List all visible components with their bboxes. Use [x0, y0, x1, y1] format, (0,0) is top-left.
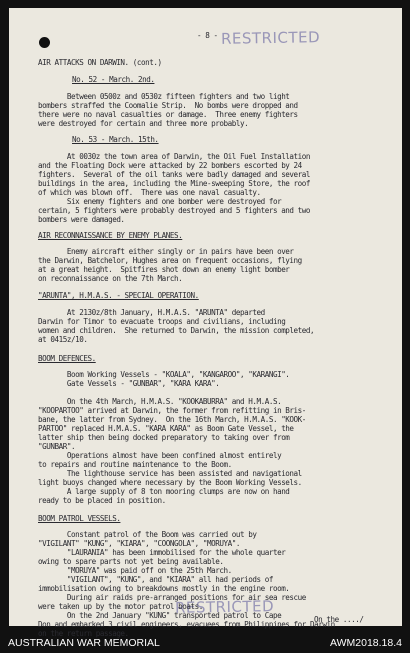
text-line: on the return passage. — [38, 629, 129, 638]
section-no53-heading: No. 53 - March. 15th. — [72, 135, 159, 144]
footer-bar — [0, 633, 410, 653]
text-line: immobilisation owing to breakdowns mostly in the engine room. — [38, 584, 290, 593]
section-boom-heading: BOOM DEFENCES. — [38, 354, 96, 363]
page-number: - 8 - — [197, 31, 218, 40]
text-line: Gate Vessels - "GUNBAR", "KARA KARA". — [38, 379, 220, 388]
text-line: On the 4th March, H.M.A.S. "KOOKABURRA" and H.M.A.S. — [38, 397, 282, 406]
section-recon-heading: AIR RECONNAISSANCE BY ENEMY PLANES. — [38, 231, 183, 240]
text-line: buildings in the area, including the Mine-sweeping Store, the roof — [38, 179, 311, 188]
text-line: ready to be placed in position. — [38, 496, 166, 505]
text-line: Between 0500z and 0530z fifteen fighters and two light — [38, 92, 290, 101]
text-line: Boom Working Vessels - "KOALA", "KANGAROO", "KARANGI". — [38, 370, 290, 379]
text-line: At 2130z/8th January, H.M.A.S. "ARUNTA" departed — [38, 308, 265, 317]
text-line: owing to spare parts not yet being available. — [38, 557, 224, 566]
text-line: at 0415z/10. — [38, 335, 88, 344]
text-line: PARTOO" replaced H.M.A.S. "KARA KARA" as Boom Gate Vessel, the — [38, 424, 294, 433]
text-line: and the Floating Dock were attacked by 22 bombers escorted by 24 — [38, 161, 302, 170]
text-line: at a great height. Spitfires shot down an enemy light bomber — [38, 265, 290, 274]
text-line: fighters. Several of the oil tanks were badly damaged and several — [38, 170, 311, 179]
text-line: the Darwin, Batchelor, Hughes area on frequent occasions, flying — [38, 256, 302, 265]
text-line: Operations almost have been confined almost entirely — [38, 451, 282, 460]
text-line: were taken up by the motor patrol boats. — [38, 602, 203, 611]
document-title: AIR ATTACKS ON DARWIN. (cont.) — [38, 58, 162, 67]
text-line: latter ship then being docked preparatory to taking over from — [38, 433, 290, 442]
footer-accession-number: AWM2018.18.4 — [330, 637, 402, 649]
text-line: there were no naval casualties or damage. Three enemy fighters — [38, 110, 298, 119]
text-line: of which was blown off. There was one naval casualty. — [38, 188, 261, 197]
text-line: A large supply of 8 ton mooring clumps are now on hand — [38, 487, 290, 496]
text-line: The lighthouse service has been assisted and navigational — [38, 469, 302, 478]
text-line: During air raids pre-arranged positions for air sea rescue — [38, 593, 306, 602]
text-line: light buoys changed where necessary by the Boom Working Vessels. — [38, 478, 302, 487]
restricted-stamp-top: RESTRICTED — [220, 28, 321, 48]
section-patrol-heading: BOOM PATROL VESSELS. — [38, 514, 121, 523]
continued-note: On the ..../ — [314, 615, 364, 624]
text-line: bombers were damaged. — [38, 215, 125, 224]
restricted-stamp-bottom: RESTRICTED — [174, 597, 275, 617]
text-line: On the 2nd January "KUNG" transported patrol to Cape — [38, 611, 282, 620]
text-line: Enemy aircraft either singly or in pairs have been over — [38, 247, 294, 256]
text-line: "LAURANIA" has been immobilised for the whole quarter — [38, 548, 286, 557]
text-line: At 0030z the town area of Darwin, the Oil Fuel Installation — [38, 152, 311, 161]
text-line: "VIGILANT" "KUNG", "KIARA", "COONGOLA", "MORUYA". — [38, 539, 240, 548]
section-no52-heading: No. 52 - March. 2nd. — [72, 75, 155, 84]
text-line: certain, 5 fighters were probably destroyed and 5 fighters and two — [38, 206, 311, 215]
text-line: "MORUYA" was paid off on the 25th March. — [38, 566, 232, 575]
text-line: bombers straffed the Coomalie Strip. No bombs were dropped and — [38, 101, 298, 110]
document-page — [9, 8, 402, 638]
text-line: were destroyed for certain and three more probably. — [38, 119, 249, 128]
text-line: to repairs and routine maintenance to the Boom. — [38, 460, 232, 469]
text-line: "GUNBAR". — [38, 442, 76, 451]
text-line: "VIGILANT", "KUNG", and "KIARA" all had periods of — [38, 575, 273, 584]
footer-credit: AUSTRALIAN WAR MEMORIAL — [8, 637, 160, 649]
text-line: on reconnaissance on the 7th March. — [38, 274, 183, 283]
section-arunta-heading: "ARUNTA", H.M.A.S. - SPECIAL OPERATION. — [38, 291, 199, 300]
text-line: Six enemy fighters and one bomber were destroyed for — [38, 197, 282, 206]
text-line: Don and embarked 3 civil engineers, evacuees from Philippines for Darwin — [38, 620, 335, 629]
text-line: Darwin for Timor to evacuate troops and civilians, including — [38, 317, 286, 326]
text-line: "KOOPARTOO" arrived at Darwin, the former from refitting in Bris- — [38, 406, 306, 415]
text-line: Constant patrol of the Boom was carried out by — [38, 530, 257, 539]
punch-hole — [39, 37, 50, 48]
text-line: bane, the latter from Sydney. On the 16th March, H.M.A.S. "KOOK- — [38, 415, 306, 424]
text-line: women and children. She returned to Darwin, the mission completed, — [38, 326, 315, 335]
